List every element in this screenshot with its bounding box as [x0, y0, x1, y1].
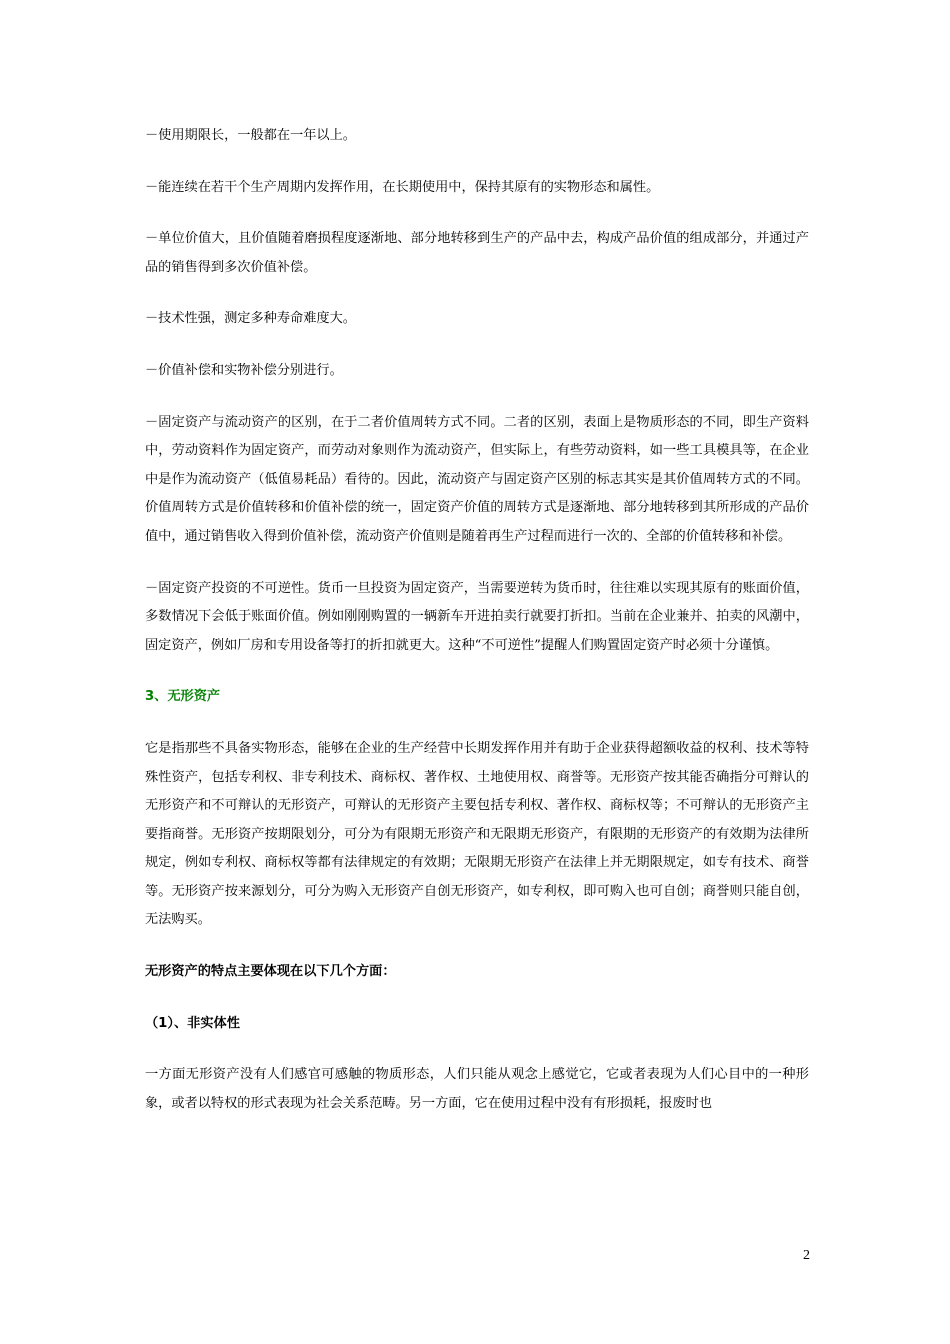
paragraph-irreversibility: －固定资产投资的不可逆性。货币一旦投资为固定资产，当需要逆转为货币时，往往难以实现其原有的账面价值，多数情况下会低于账面价值。例如刚刚购置的一辆新车开进拍卖行就要打折扣。当前在企业兼并、拍卖的风潮中，固定资产，例如厂房和专用设备等打的折扣就更大。这种“不可逆性”提醒人们购置固定资产时必须十分谨慎。 [145, 580, 809, 653]
paragraph-technical: －技术性强，测定多种寿命难度大。 [145, 311, 356, 327]
paragraph-fixed-vs-current: －固定资产与流动资产的区别，在于二者价值周转方式不同。二者的区别，表面上是物质形态的不同，即生产资料中，劳动资料作为固定资产，而劳动对象则作为流动资产，但实际上，有些劳动资料，如一些工具模具等，在企业中是作为流动资产（低值易耗品）看待的。因此，流动资产与固定资产区别的标志其实是其价值周转方式的不同。价值周转方式是价值转移和价值补偿的统一，固定资产价值的周转方式是逐渐地、部分地转移到其所形成的产品价值中，通过销售收入得到价值补偿，流动资产价值则是随着再生产过程而进行一次的、全部的价值转移和补偿。 [145, 414, 809, 544]
page-content [145, 122, 809, 1141]
features-heading: 无形资产的特点主要体现在以下几个方面： [145, 964, 396, 980]
paragraph-intangible-definition: 它是指那些不具备实物形态，能够在企业的生产经营中长期发挥作用并有助于企业获得超额收益的权利、技术等特殊性资产，包括专利权、非专利技术、商标权、著作权、土地使用权、商誉等。无形资产按其能否确指分可辩认的无形资产和不可辩认的无形资产，可辩认的无形资产主要包括专利权、著作权、商标权等；不可辩认的无形资产主要指商誉。无形资产按期限划分，可分为有限期无形资产和无限期无形资产，有限期的无形资产的有效期为法律所规定，例如专利权、商标权等都有法律规定的有效期；无限期无形资产在法律上并无期限规定，如专有技术、商誉等。无形资产按来源划分，可分为购入无形资产自创无形资产，如专利权，即可购入也可自创；商誉则只能自创，无法购买。 [145, 740, 809, 928]
feature-1-heading: （1）、非实体性 [145, 1015, 240, 1031]
paragraph-high-unit-value: －单位价值大，且价值随着磨损程度逐渐地、部分地转移到生产的产品中去，构成产品价值的组成部分，并通过产品的销售得到多次价值补偿。 [145, 231, 809, 275]
paragraph-multiple-cycles: －能连续在若干个生产周期内发挥作用，在长期使用中，保持其原有的实物形态和属性。 [145, 179, 660, 195]
paragraph-long-service-life: －使用期限长，一般都在一年以上。 [145, 128, 356, 143]
section-heading-intangible-assets: 3、无形资产 [145, 689, 221, 705]
page-number: 2 [803, 1248, 810, 1263]
paragraph-non-physical: 一方面无形资产没有人们感官可感触的物质形态，人们只能从观念上感觉它，它或者表现为人们心目中的一种形象，或者以特权的形式表现为社会关系范畴。另一方面，它在使用过程中没有有形损耗，报废时也 [145, 1067, 809, 1111]
paragraph-separate-compensation: －价值补偿和实物补偿分别进行。 [145, 362, 343, 378]
